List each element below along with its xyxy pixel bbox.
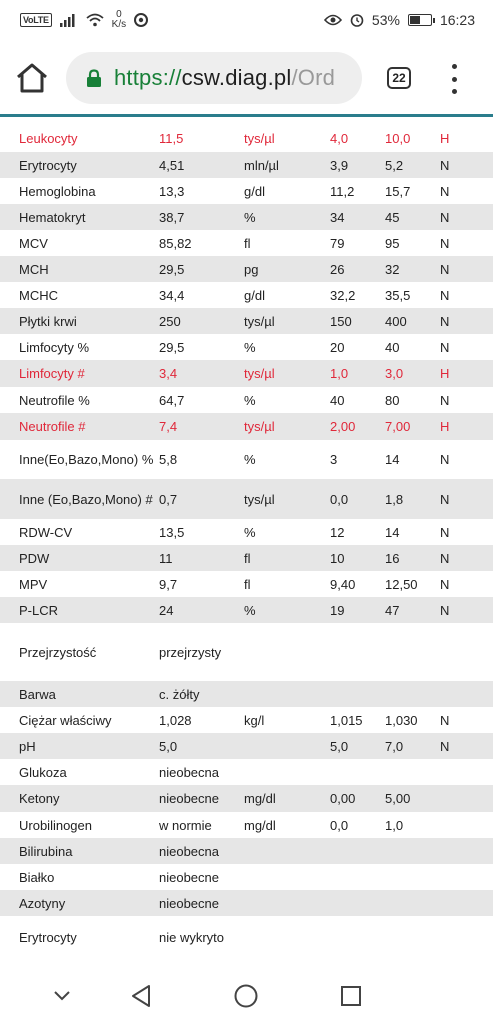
result-ref-max: 16	[385, 550, 400, 566]
wifi-icon	[86, 13, 104, 27]
table-row	[0, 440, 493, 479]
result-value: 5,0	[159, 738, 178, 754]
result-value: nie wykryto	[159, 929, 225, 945]
result-unit: %	[244, 452, 256, 467]
result-flag: N	[440, 157, 450, 173]
result-ref-max: 15,7	[385, 183, 411, 199]
result-unit	[244, 864, 330, 890]
result-flag	[440, 681, 493, 707]
result-value: 34,4	[159, 287, 185, 303]
table-row	[0, 204, 493, 230]
result-name: MCV	[19, 235, 48, 251]
result-value: 250	[159, 313, 181, 329]
table-row	[0, 707, 493, 733]
result-unit: tys/µl	[244, 491, 275, 507]
result-value: 85,82	[159, 235, 192, 251]
result-ref-min: 150	[330, 313, 352, 329]
address-bar[interactable]	[66, 52, 362, 104]
result-ref-min: 9,40	[330, 576, 356, 592]
result-unit	[244, 623, 330, 681]
browser-toolbar	[0, 40, 493, 114]
result-value: 11,5	[159, 130, 184, 146]
table-row	[0, 413, 493, 440]
result-flag	[440, 785, 493, 812]
result-name: Limfocyty %	[19, 339, 90, 355]
status-bar-right	[324, 12, 475, 28]
result-value: nieobecne	[159, 869, 219, 885]
result-unit: fl	[244, 235, 251, 251]
clock: 16:23	[439, 12, 475, 28]
battery-percent: 53%	[371, 12, 400, 28]
table-row	[0, 334, 493, 360]
result-unit: mg/dl	[244, 791, 276, 806]
result-flag: N	[440, 209, 450, 225]
result-value: przejrzysty	[159, 644, 222, 660]
result-ref-min: 0,00	[330, 791, 356, 806]
tab-switcher-button[interactable]: 22	[387, 67, 411, 89]
result-unit: mg/dl	[244, 817, 276, 833]
result-ref-min	[330, 890, 385, 916]
result-name: Barwa	[19, 686, 56, 702]
result-flag: N	[440, 491, 450, 507]
table-row	[0, 597, 493, 623]
menu-dot	[452, 89, 457, 94]
result-name: Płytki krwi	[19, 313, 77, 329]
result-ref-min: 12	[330, 524, 345, 540]
result-flag	[440, 623, 493, 681]
result-ref-max: 400	[385, 313, 407, 329]
result-name: Erytrocyty	[19, 157, 77, 173]
result-value: 11	[159, 550, 173, 566]
result-unit: g/dl	[244, 287, 265, 303]
result-ref-min: 26	[330, 261, 345, 277]
result-ref-min: 1,0	[330, 366, 349, 381]
result-ref-min: 2,00	[330, 419, 356, 434]
result-unit	[244, 681, 330, 707]
result-name: Przejrzystość	[19, 644, 97, 660]
result-ref-max: 5,2	[385, 157, 404, 173]
table-row	[0, 230, 493, 256]
table-row	[0, 545, 493, 571]
result-unit: fl	[244, 576, 251, 592]
eye-icon	[324, 14, 342, 26]
results-table	[0, 124, 493, 958]
result-name: Hematokryt	[19, 209, 86, 225]
result-name: Limfocyty #	[19, 366, 85, 381]
network-speed-value: 0	[116, 9, 122, 20]
result-unit	[244, 838, 330, 864]
result-ref-min: 79	[330, 235, 345, 251]
result-flag: N	[440, 738, 450, 754]
table-row	[0, 733, 493, 759]
result-name: PDW	[19, 550, 50, 566]
result-ref-max: 14	[385, 524, 400, 540]
toolbar-divider	[0, 114, 493, 117]
result-ref-max: 45	[385, 209, 400, 225]
system-nav-bar	[0, 969, 493, 1024]
result-ref-max: 47	[385, 602, 400, 618]
table-row	[0, 890, 493, 916]
result-flag: N	[440, 392, 450, 408]
battery-fill	[410, 16, 420, 24]
table-row	[0, 864, 493, 890]
result-flag: N	[440, 183, 450, 199]
result-value: 7,4	[159, 419, 178, 434]
result-name: Neutrofile #	[19, 419, 86, 434]
alarm-icon	[350, 13, 364, 27]
result-ref-min	[330, 681, 385, 707]
result-name: Ketony	[19, 791, 60, 806]
result-ref-max: 12,50	[385, 576, 418, 592]
result-value: 3,4	[159, 366, 178, 381]
result-name: Glukoza	[19, 764, 67, 780]
result-name: Ciężar właściwy	[19, 712, 112, 728]
result-ref-min: 5,0	[330, 738, 349, 754]
result-ref-max	[385, 890, 440, 916]
result-unit: tys/µl	[244, 313, 275, 329]
result-value: 29,5	[159, 261, 185, 277]
result-flag: N	[440, 452, 450, 467]
result-value: nieobecne	[159, 791, 219, 806]
table-row	[0, 256, 493, 282]
home-icon[interactable]	[14, 60, 50, 96]
result-flag	[440, 864, 493, 890]
result-ref-min	[330, 759, 385, 785]
result-ref-max	[385, 681, 440, 707]
menu-dot	[452, 64, 457, 69]
result-ref-max: 95	[385, 235, 400, 251]
url-scheme: https://	[114, 65, 182, 90]
result-unit: tys/µl	[244, 366, 275, 381]
result-ref-max: 7,0	[385, 738, 404, 754]
result-flag: N	[440, 550, 450, 566]
table-row	[0, 308, 493, 334]
result-ref-max: 1,8	[385, 491, 404, 507]
result-name: MCH	[19, 261, 49, 277]
result-ref-min	[330, 864, 385, 890]
result-ref-max: 5,00	[385, 791, 411, 806]
result-value: 5,8	[159, 452, 178, 467]
result-value: 13,3	[159, 183, 185, 199]
lock-icon	[86, 69, 102, 87]
result-ref-min: 20	[330, 339, 345, 355]
result-ref-max: 14	[385, 452, 400, 467]
home-nav-icon[interactable]	[233, 983, 259, 1009]
result-unit	[244, 759, 330, 785]
result-ref-min: 19	[330, 602, 345, 618]
url-text[interactable]	[114, 65, 335, 91]
result-unit: kg/l	[244, 712, 265, 728]
result-ref-min: 10	[330, 550, 345, 566]
result-value: nieobecna	[159, 764, 219, 780]
table-row	[0, 681, 493, 707]
result-unit: %	[244, 209, 256, 225]
result-unit: %	[244, 602, 256, 618]
recents-icon[interactable]	[338, 983, 364, 1009]
result-ref-max	[385, 623, 440, 681]
menu-icon[interactable]	[444, 64, 464, 94]
result-name: Hemoglobina	[19, 183, 96, 199]
table-row	[0, 519, 493, 545]
result-ref-min: 0,0	[330, 817, 349, 833]
result-name: Inne (Eo,Bazo,Mono) #	[19, 491, 153, 507]
result-value: 38,7	[159, 209, 185, 225]
results-table-body	[0, 124, 493, 958]
result-ref-max: 35,5	[385, 287, 411, 303]
result-flag: N	[440, 313, 450, 329]
result-value: nieobecne	[159, 895, 219, 911]
table-row	[0, 916, 493, 958]
result-unit: pg	[244, 261, 259, 277]
result-flag: N	[440, 261, 450, 277]
result-ref-max: 10,0	[385, 130, 411, 146]
result-value: 24	[159, 602, 174, 618]
table-row	[0, 479, 493, 519]
result-ref-max	[385, 759, 440, 785]
table-row	[0, 623, 493, 681]
result-ref-max: 1,0	[385, 817, 404, 833]
table-row	[0, 785, 493, 812]
network-speed	[112, 10, 126, 30]
result-name: RDW-CV	[19, 524, 73, 540]
result-ref-min: 0,0	[330, 491, 349, 507]
result-unit: %	[244, 524, 256, 540]
result-ref-max: 32	[385, 261, 400, 277]
menu-dot	[452, 77, 457, 82]
result-ref-max: 1,030	[385, 712, 418, 728]
result-name: P-LCR	[19, 602, 59, 618]
result-flag: N	[440, 576, 450, 592]
table-row	[0, 812, 493, 838]
table-row	[0, 178, 493, 204]
result-name: Bilirubina	[19, 843, 73, 859]
result-name: Inne(Eo,Bazo,Mono) %	[19, 452, 154, 467]
result-ref-max	[385, 864, 440, 890]
result-ref-min: 3,9	[330, 157, 349, 173]
chrome-icon	[134, 13, 148, 27]
result-value: 13,5	[159, 524, 185, 540]
url-path: /Ord	[291, 65, 336, 90]
result-flag	[440, 916, 493, 958]
hide-keyboard-icon[interactable]	[49, 983, 75, 1009]
result-unit	[244, 916, 330, 958]
status-bar-left	[20, 10, 148, 30]
result-flag	[440, 890, 493, 916]
result-value: c. żółty	[159, 686, 200, 702]
table-row	[0, 387, 493, 413]
result-name: Azotyny	[19, 895, 66, 911]
result-flag: H	[440, 366, 450, 381]
result-unit: tys/µl	[244, 130, 275, 146]
result-unit	[244, 890, 330, 916]
result-value: 4,51	[159, 157, 185, 173]
result-ref-min	[330, 623, 385, 681]
result-unit: %	[244, 339, 256, 355]
result-flag: N	[440, 602, 450, 618]
table-row	[0, 759, 493, 785]
result-ref-max: 3,0	[385, 366, 404, 381]
signal-icon	[60, 13, 78, 27]
result-flag: N	[440, 524, 450, 540]
table-row	[0, 838, 493, 864]
result-value: 29,5	[159, 339, 185, 355]
result-ref-max	[385, 916, 440, 958]
table-row	[0, 571, 493, 597]
result-flag: N	[440, 339, 450, 355]
result-name: MCHC	[19, 287, 58, 303]
result-ref-min: 40	[330, 392, 345, 408]
back-icon[interactable]	[129, 983, 155, 1009]
network-speed-unit: K/s	[111, 19, 127, 30]
url-host: csw.diag.pl	[181, 65, 292, 90]
battery-icon	[408, 14, 432, 26]
result-unit: %	[244, 392, 256, 408]
result-unit	[244, 733, 330, 759]
result-unit: tys/µl	[244, 419, 275, 434]
result-name: Leukocyty	[19, 130, 78, 146]
result-ref-min: 3	[330, 452, 338, 467]
result-value: 64,7	[159, 392, 185, 408]
result-flag: N	[440, 287, 450, 303]
result-unit: g/dl	[244, 183, 265, 199]
result-ref-min	[330, 916, 385, 958]
result-value: 9,7	[159, 576, 178, 592]
table-row	[0, 124, 493, 152]
results-table-container[interactable]	[0, 124, 493, 969]
result-unit: mln/µl	[244, 157, 279, 173]
result-ref-min: 11,2	[330, 183, 355, 199]
table-row	[0, 360, 493, 387]
result-value: nieobecna	[159, 843, 219, 859]
result-value: 0,7	[159, 491, 178, 507]
result-ref-max: 40	[385, 339, 400, 355]
table-row	[0, 282, 493, 308]
result-ref-min: 1,015	[330, 712, 363, 728]
result-flag	[440, 812, 493, 838]
result-flag: N	[440, 235, 450, 251]
result-ref-min: 4,0	[330, 130, 349, 146]
result-flag	[440, 759, 493, 785]
table-row	[0, 152, 493, 178]
result-flag: H	[440, 419, 450, 434]
result-name: Urobilinogen	[19, 817, 92, 833]
result-ref-min	[330, 838, 385, 864]
result-flag: H	[440, 130, 450, 146]
result-name: Białko	[19, 869, 55, 885]
volte-indicator: VoLTE	[20, 13, 52, 27]
result-ref-max: 80	[385, 392, 400, 408]
result-flag: N	[440, 712, 450, 728]
result-name: MPV	[19, 576, 48, 592]
result-name: Neutrofile %	[19, 392, 90, 408]
result-unit: fl	[244, 550, 251, 566]
result-name: Erytrocyty	[19, 929, 77, 945]
result-value: 1,028	[159, 712, 192, 728]
result-ref-max: 7,00	[385, 419, 411, 434]
result-flag	[440, 838, 493, 864]
result-name: pH	[19, 738, 36, 754]
status-bar	[0, 0, 493, 40]
result-ref-min: 34	[330, 209, 345, 225]
result-ref-min: 32,2	[330, 287, 356, 303]
result-value: w normie	[159, 817, 212, 833]
result-ref-max	[385, 838, 440, 864]
